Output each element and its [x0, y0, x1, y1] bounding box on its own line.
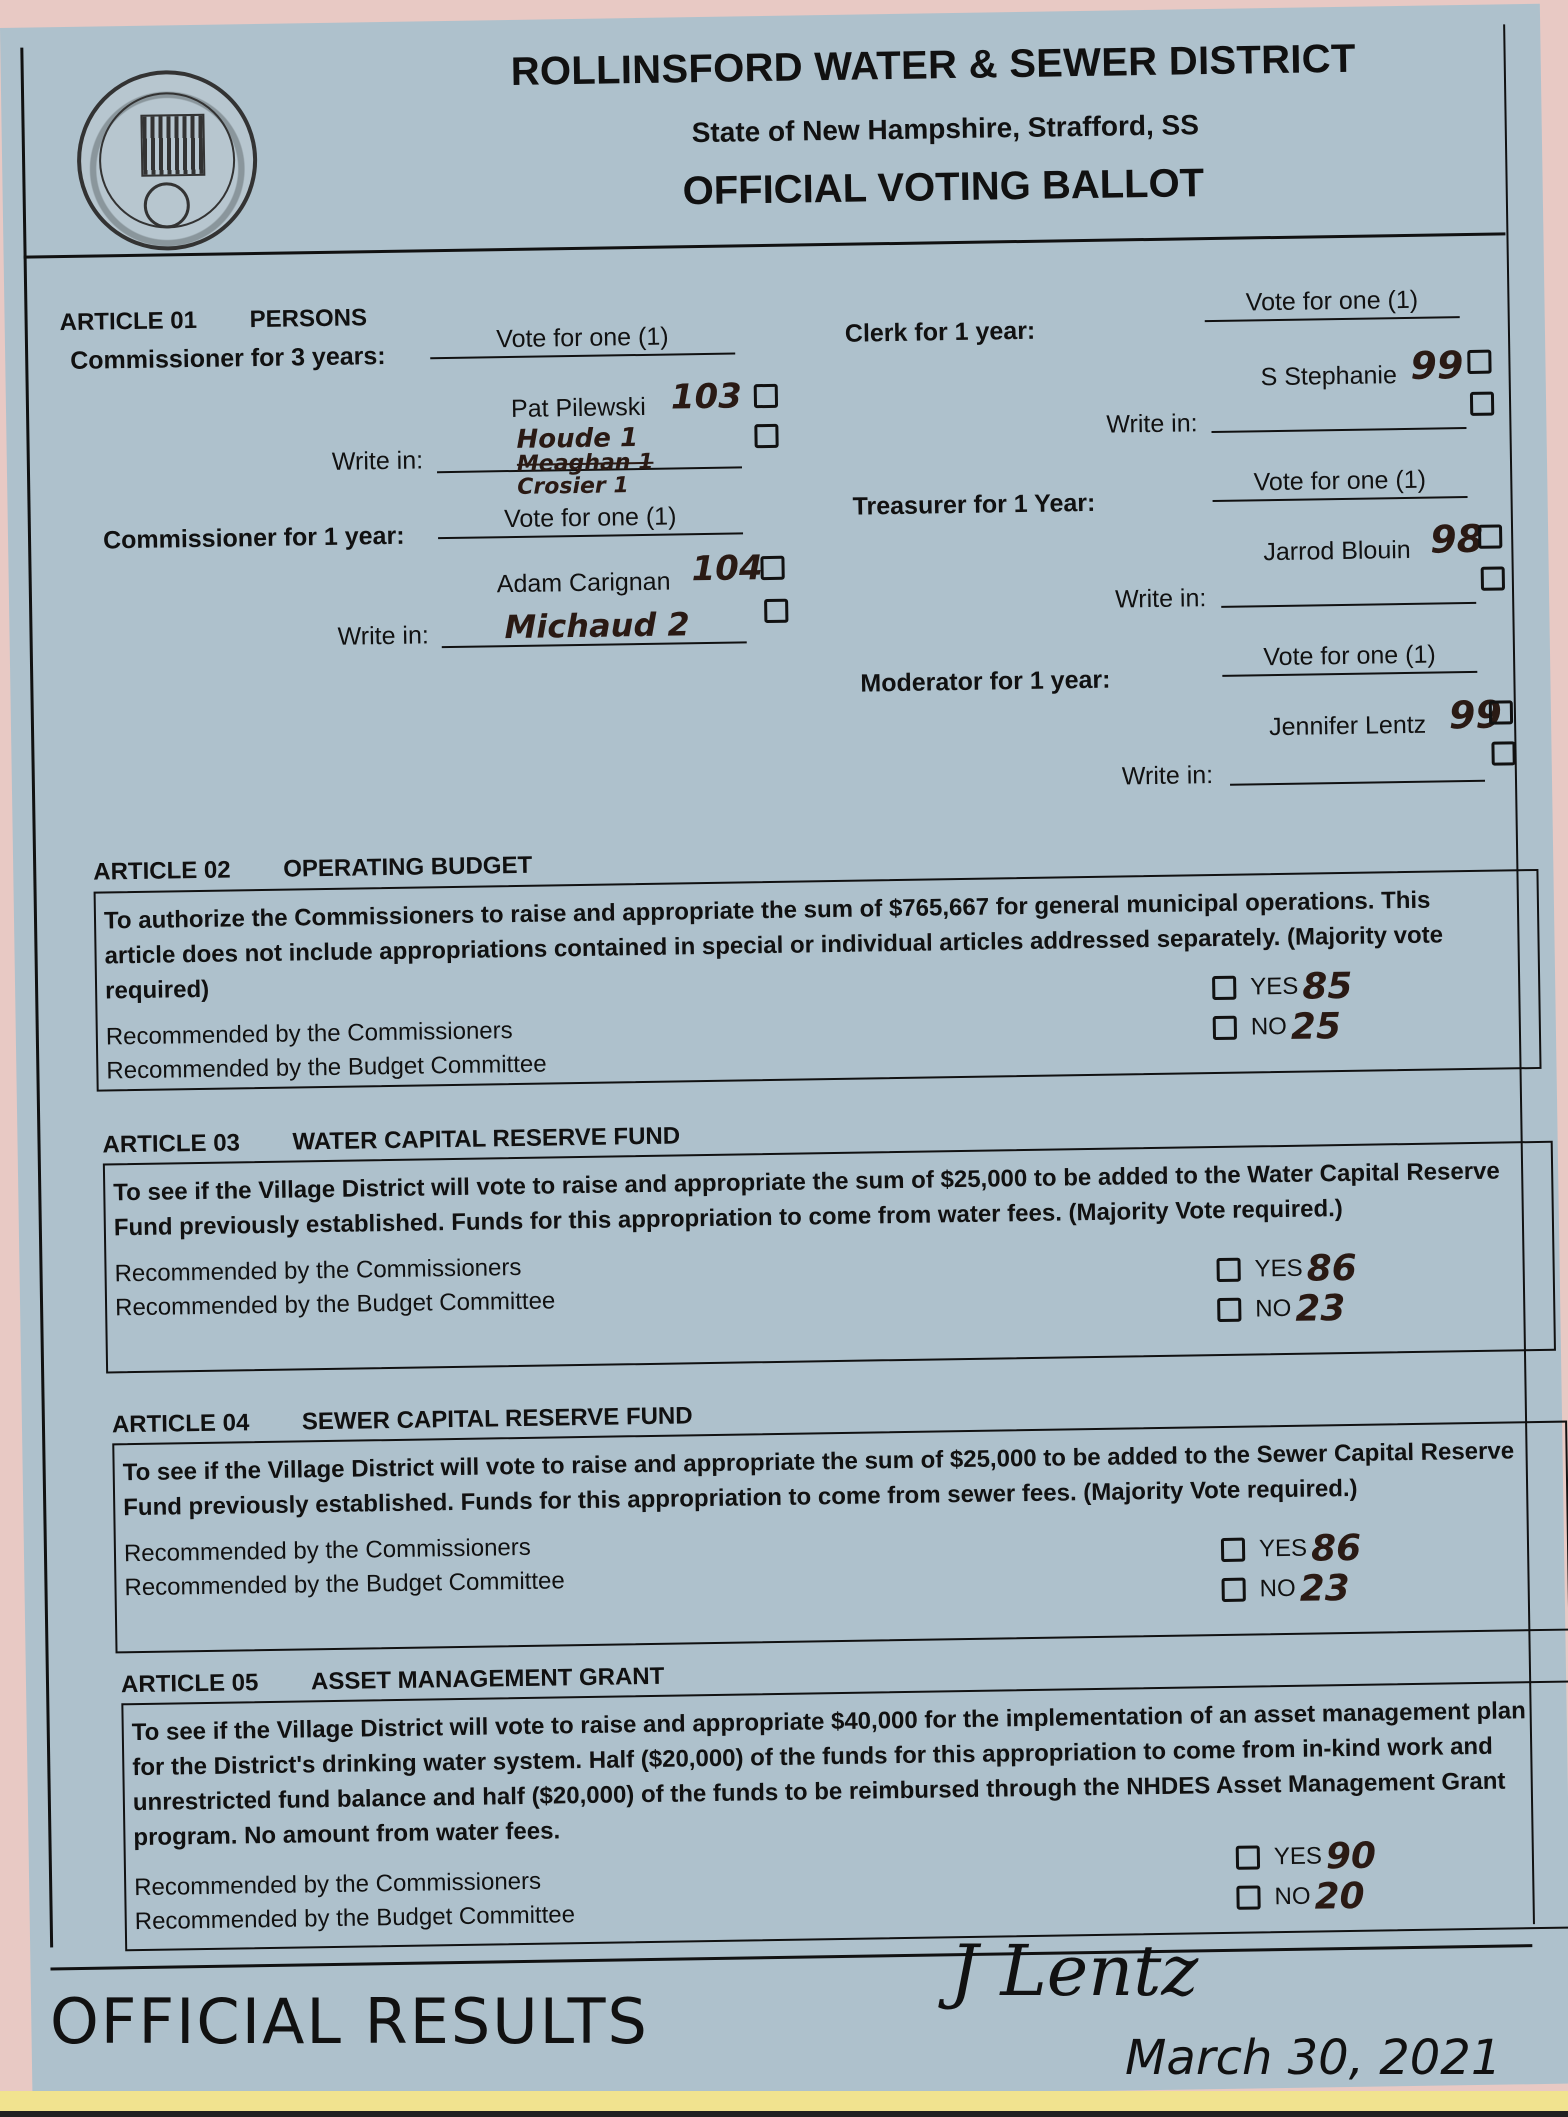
yes-tally: 85	[1301, 965, 1353, 1008]
no-option[interactable]	[1213, 1006, 1354, 1048]
signature: J Lentz	[950, 1930, 1199, 2012]
yes-option[interactable]	[1236, 1836, 1377, 1878]
clerk-label: Clerk for 1 year:	[844, 316, 1036, 348]
article-05-box	[121, 1680, 1568, 1951]
signature-date: March 30, 2021	[1125, 2030, 1502, 2086]
tally-adam-carignan: 104	[691, 548, 763, 590]
article-name: PERSONS	[249, 304, 368, 334]
no-label: NO	[1259, 1574, 1296, 1603]
yes-tally: 86	[1310, 1527, 1362, 1570]
write-in-label: Write in:	[331, 446, 424, 476]
write-in-label: Write in:	[1121, 761, 1214, 791]
page-subtitle: State of New Hampshire, Strafford, SS	[691, 109, 1200, 149]
write-in-meaghan: Meaghan 1	[516, 449, 654, 477]
article-name: OPERATING BUDGET	[283, 851, 533, 883]
recommendation-budget-committee: Recommended by the Budget Committee	[114, 1287, 556, 1322]
recommendation-commissioners: Recommended by the Commissioners	[114, 1253, 522, 1288]
write-in-checkbox[interactable]	[1481, 566, 1505, 590]
yes-no-options	[1216, 1248, 1357, 1330]
no-label: NO	[1250, 1012, 1288, 1041]
yes-checkbox[interactable]	[1216, 1258, 1240, 1282]
article-description: To see if the Village District will vote to raise and appropriate $40,000 for the implementation of an asset management plan for the District's drinking water system. Half ($20,000) of the funds for this appropriation to come from in-kind work and unrestricted fund balance and half ($20,000) of the funds to be reimbursed through the NHDES Asset Management Grant program. No amount from water fees.	[131, 1697, 1526, 1852]
yes-tally: 86	[1306, 1247, 1358, 1290]
candidate-pat-pilewski: Pat Pilewski	[510, 392, 647, 424]
no-option[interactable]	[1236, 1876, 1377, 1918]
recommendation-budget-committee: Recommended by the Budget Committee	[106, 1050, 547, 1085]
write-in-label: Write in:	[1114, 584, 1207, 614]
no-checkbox[interactable]	[1217, 1298, 1241, 1322]
recommendation-commissioners: Recommended by the Commissioners	[134, 1867, 542, 1902]
write-in-checkbox[interactable]	[1470, 392, 1494, 416]
article-number: ARTICLE 01	[59, 306, 198, 337]
yes-label: YES	[1273, 1842, 1323, 1871]
yes-label: YES	[1258, 1534, 1308, 1563]
vote-checkbox-s-stephanie[interactable]	[1467, 350, 1491, 374]
treasurer-instruction: Vote for one (1)	[1212, 465, 1467, 502]
candidate-s-stephanie: S Stephanie	[1260, 361, 1398, 392]
no-checkbox[interactable]	[1236, 1885, 1260, 1909]
write-in-checkbox[interactable]	[1491, 741, 1515, 765]
article-03-box	[103, 1141, 1556, 1374]
no-tally: 25	[1290, 1005, 1342, 1048]
treasurer-label: Treasurer for 1 Year:	[852, 488, 1096, 521]
article-01-heading	[59, 304, 367, 337]
write-in-checkbox[interactable]	[764, 599, 788, 623]
write-in-checkbox[interactable]	[754, 424, 778, 448]
article-description: To authorize the Commissioners to raise and appropriate the sum of $765,667 for general municipal operations. This article does not include appropriations contained in special or individual articles addressed separately. (Majority vote required)	[103, 886, 1444, 1005]
article-name: ASSET MANAGEMENT GRANT	[310, 1662, 665, 1696]
write-in-label: Write in:	[337, 621, 430, 651]
clerk-instruction: Vote for one (1)	[1204, 285, 1459, 322]
yes-label: YES	[1254, 1254, 1303, 1283]
candidate-adam-carignan: Adam Carignan	[496, 567, 671, 599]
article-number: ARTICLE 03	[102, 1129, 241, 1159]
article-number: ARTICLE 05	[120, 1669, 259, 1699]
page-title: ROLLINSFORD WATER & SEWER DISTRICT	[510, 36, 1356, 94]
yes-no-options	[1221, 1528, 1362, 1610]
moderator-instruction: Vote for one (1)	[1222, 640, 1477, 677]
article-number: ARTICLE 04	[111, 1409, 250, 1439]
recommendation-budget-committee: Recommended by the Budget Committee	[124, 1567, 565, 1602]
yes-option[interactable]	[1212, 966, 1353, 1008]
article-description: To see if the Village District will vote to raise and appropriate the sum of $25,000 to be added to the Water Capital Reserve Fund previously established. Funds for this appropriation to come from water fees. (Majority Vote required.)	[113, 1157, 1500, 1242]
commissioner-1yr-instruction: Vote for one (1)	[438, 501, 743, 539]
yes-option[interactable]	[1221, 1528, 1362, 1570]
article-04-box	[112, 1421, 1568, 1654]
recommendation-budget-committee: Recommended by the Budget Committee	[134, 1901, 576, 1936]
yes-tally: 90	[1325, 1835, 1377, 1877]
vote-checkbox-jarrod-blouin[interactable]	[1478, 524, 1502, 548]
candidate-jennifer-lentz: Jennifer Lentz	[1268, 710, 1427, 742]
yes-checkbox[interactable]	[1221, 1538, 1245, 1562]
yes-label: YES	[1250, 972, 1299, 1001]
no-label: NO	[1255, 1294, 1292, 1323]
no-checkbox[interactable]	[1213, 1016, 1237, 1040]
article-number: ARTICLE 02	[93, 856, 231, 886]
ballot-title: OFFICIAL VOTING BALLOT	[682, 161, 1205, 214]
table-edge	[0, 2111, 1568, 2117]
no-tally: 23	[1294, 1287, 1346, 1330]
no-checkbox[interactable]	[1221, 1578, 1245, 1602]
vote-checkbox-jennifer-lentz[interactable]	[1489, 700, 1513, 724]
yes-checkbox[interactable]	[1212, 976, 1236, 1000]
yes-option[interactable]	[1216, 1248, 1357, 1290]
no-option[interactable]	[1217, 1288, 1358, 1330]
seal-mill-building	[140, 114, 205, 177]
write-in-houde: Houde 1	[516, 423, 639, 455]
yes-no-options	[1212, 966, 1353, 1048]
tally-pat-pilewski: 103	[670, 376, 743, 418]
tally-s-stephanie: 99	[1410, 343, 1464, 388]
recommendation-commissioners: Recommended by the Commissioners	[105, 1017, 513, 1051]
vote-checkbox-pat-pilewski[interactable]	[754, 384, 778, 408]
write-in-michaud: Michaud 2	[504, 605, 690, 647]
moderator-label: Moderator for 1 year:	[860, 665, 1111, 698]
official-results-annotation: OFFICIAL RESULTS	[50, 1985, 649, 2058]
vote-checkbox-adam-carignan[interactable]	[760, 556, 784, 580]
tally-jarrod-blouin: 98	[1429, 516, 1484, 562]
tally-jennifer-lentz: 99	[1448, 692, 1503, 738]
commissioner-3yr-label: Commissioner for 3 years:	[70, 341, 386, 375]
write-in-crosier: Crosier 1	[517, 473, 629, 500]
no-tally: 20	[1314, 1875, 1365, 1918]
ballot-paper	[0, 4, 1568, 2108]
write-in-label: Write in:	[1106, 409, 1198, 439]
article-name: WATER CAPITAL RESERVE FUND	[292, 1122, 681, 1156]
article-description: To see if the Village District will vote to raise and appropriate the sum of $25,000 to be added to the Sewer Capital Reserve Fund previously established. Funds for this appropriation to come from sewer fees. (Majority Vote required.)	[122, 1437, 1515, 1522]
no-tally: 23	[1299, 1567, 1351, 1610]
candidate-jarrod-blouin: Jarrod Blouin	[1263, 535, 1411, 567]
commissioner-1yr-label: Commissioner for 1 year:	[102, 521, 405, 555]
commissioner-3yr-instruction: Vote for one (1)	[430, 321, 735, 359]
no-option[interactable]	[1221, 1568, 1362, 1610]
recommendation-commissioners: Recommended by the Commissioners	[123, 1533, 531, 1568]
article-02-box	[94, 869, 1542, 1092]
no-label: NO	[1274, 1882, 1311, 1911]
article-name: SEWER CAPITAL RESERVE FUND	[301, 1402, 693, 1436]
yes-no-options	[1236, 1836, 1377, 1918]
yes-checkbox[interactable]	[1236, 1845, 1260, 1869]
